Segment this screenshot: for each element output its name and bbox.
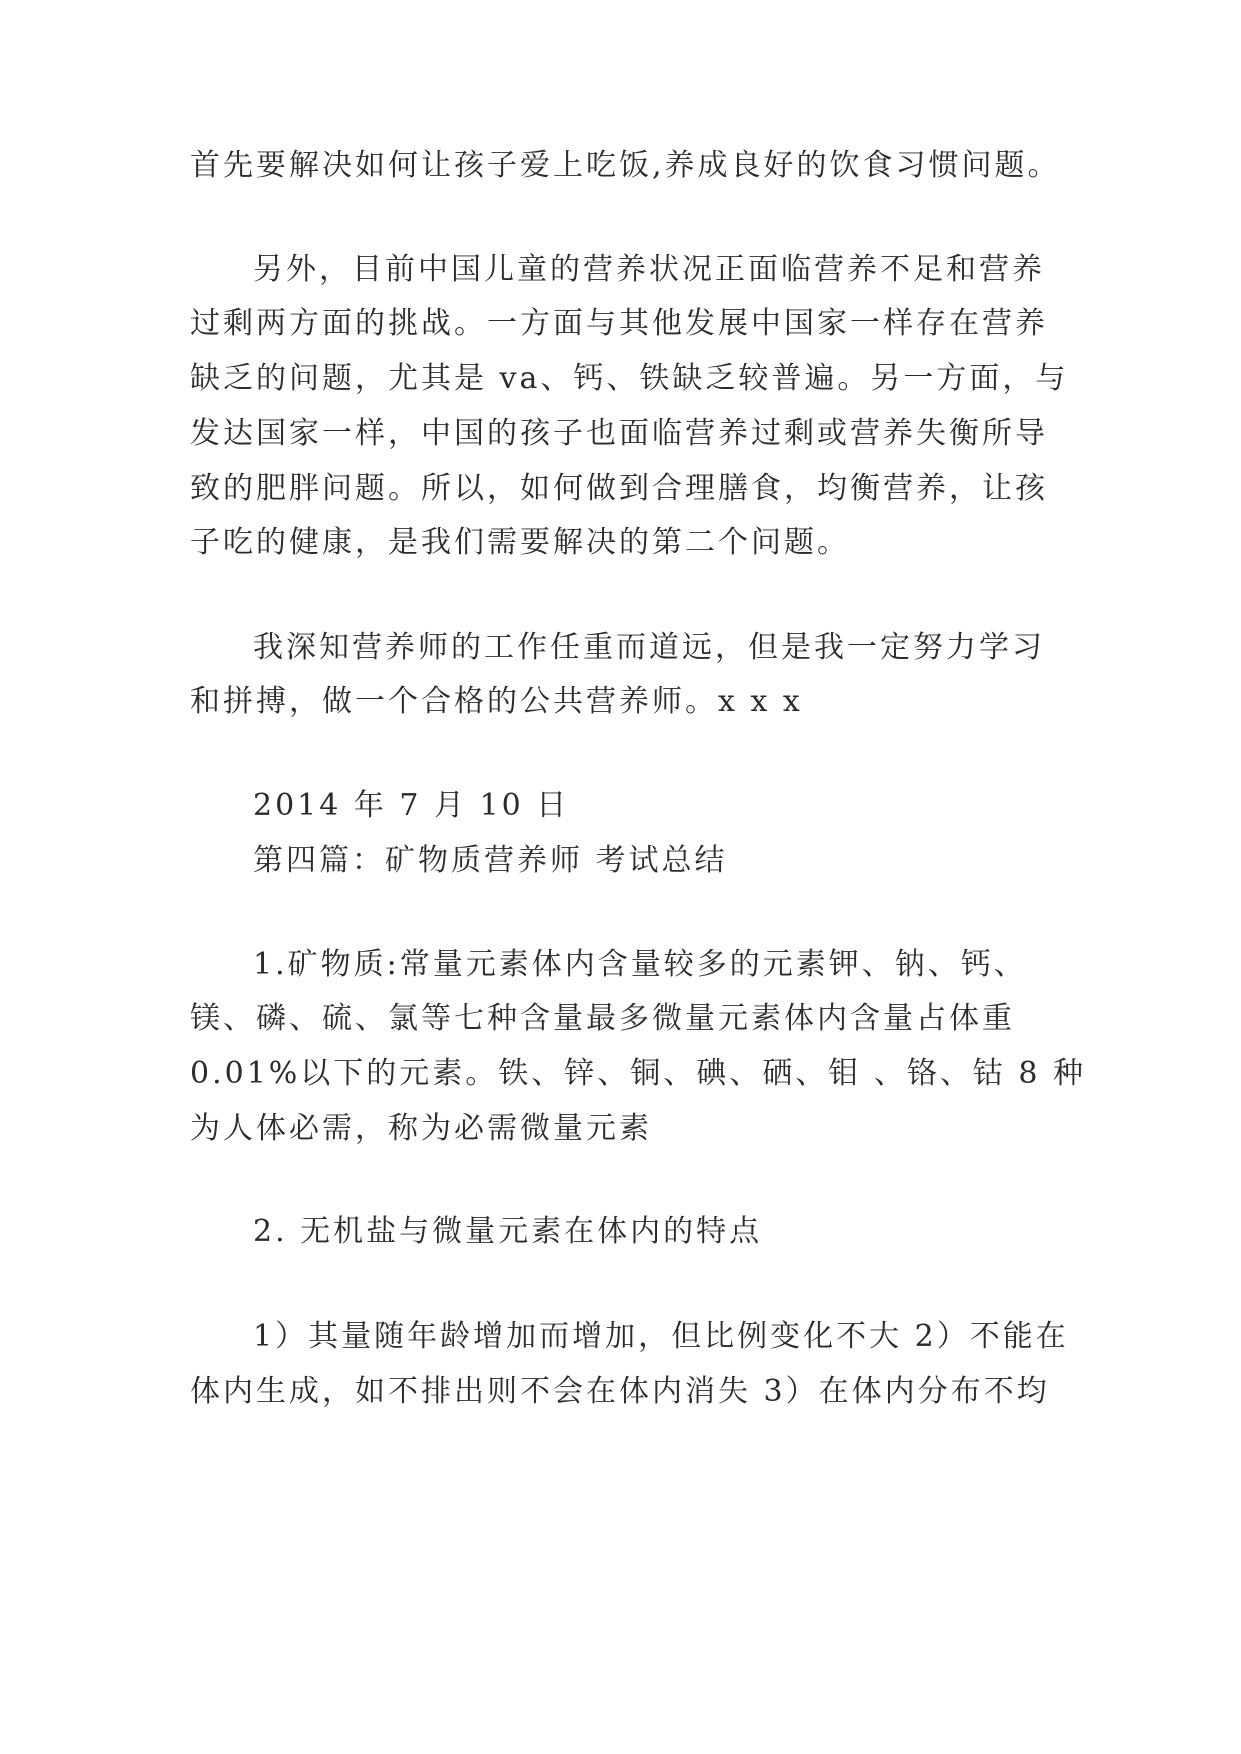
paragraph-line: 0.01%以下的元素。铁、锌、铜、碘、硒、钼 、铬、钴 8 种 (190, 1056, 1086, 1091)
paragraph-line: 为人体必需，称为必需微量元素 (190, 1111, 652, 1146)
section-heading: 第四篇：矿物质营养师 考试总结 (253, 843, 728, 878)
paragraph-line: 我深知营养师的工作任重而道远，但是我一定努力学习 (253, 630, 1045, 665)
paragraph-line: 缺乏的问题，尤其是 va、钙、铁缺乏较普遍。另一方面，与 (190, 361, 1069, 396)
paragraph-line: 1.矿物质:常量元素体内含量较多的元素钾、钠、钙、 (253, 947, 1027, 982)
paragraph-line: 另外，目前中国儿童的营养状况正面临营养不足和营养 (253, 252, 1045, 287)
date-line: 2014 年 7 月 10 日 (253, 788, 570, 823)
paragraph-line: 首先要解决如何让孩子爱上吃饭,养成良好的饮食习惯问题。 (190, 148, 1061, 183)
paragraph-line: 发达国家一样，中国的孩子也面临营养过剩或营养失衡所导 (190, 416, 1048, 451)
paragraph-line: 体内生成，如不排出则不会在体内消失 3）在体内分布不均 (190, 1374, 1050, 1409)
paragraph-line: 致的肥胖问题。所以，如何做到合理膳食，均衡营养，让孩 (190, 471, 1048, 506)
list-heading: 2. 无机盐与微量元素在体内的特点 (253, 1214, 763, 1249)
paragraph-line: 子吃的健康，是我们需要解决的第二个问题。 (190, 525, 850, 560)
paragraph-line: 镁、磷、硫、氯等七种含量最多微量元素体内含量占体重 (190, 1001, 1015, 1036)
paragraph-line: 过剩两方面的挑战。一方面与其他发展中国家一样存在营养 (190, 306, 1048, 341)
paragraph-line: 1）其量随年龄增加而增加，但比例变化不大 2）不能在 (253, 1319, 1069, 1354)
paragraph-line: 和拼搏，做一个合格的公共营养师。x x x (190, 684, 803, 719)
